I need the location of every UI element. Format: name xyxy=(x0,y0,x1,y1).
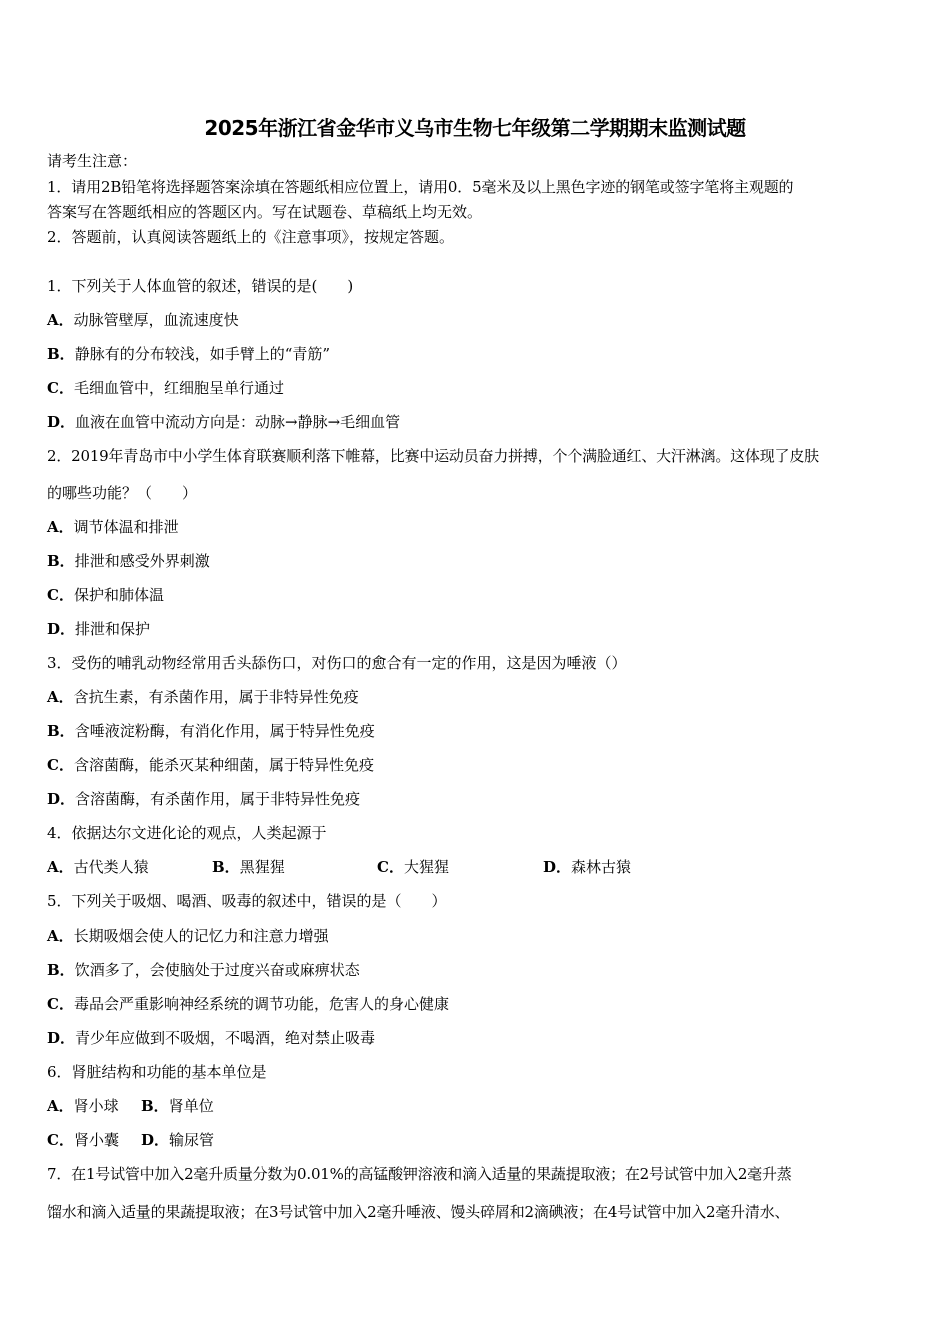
question-stem: 7．在1号试管中加入2毫升质量分数为0.01%的高锰酸钾溶液和滴入适量的果蔬提取液；在2号试管中加入2毫升蒸 xyxy=(47,1165,792,1183)
answer-option: D．排泄和保护 xyxy=(47,620,151,638)
answer-option: A．古代类人猿 xyxy=(47,858,149,876)
answer-option: C．大猩猩 xyxy=(377,858,449,876)
notice-heading: 请考生注意： xyxy=(47,152,138,170)
question-stem: 1．下列关于人体血管的叙述，错误的是( ) xyxy=(47,277,354,295)
answer-option: D．血液在血管中流动方向是：动脉→静脉→毛细血管 xyxy=(47,413,401,431)
answer-option: B．静脉有的分布较浅，如手臂上的“青筋” xyxy=(47,345,331,363)
answer-option: C．含溶菌酶，能杀灭某种细菌，属于特异性免疫 xyxy=(47,756,374,774)
notice-line: 2．答题前，认真阅读答题纸上的《注意事项》，按规定答题。 xyxy=(47,228,455,246)
question-stem: 6．肾脏结构和功能的基本单位是 xyxy=(47,1063,267,1081)
answer-option: D．含溶菌酶，有杀菌作用，属于非特异性免疫 xyxy=(47,790,361,808)
answer-option: A．含抗生素，有杀菌作用，属于非特异性免疫 xyxy=(47,688,359,706)
answer-option: A．动脉管壁厚，血流速度快 xyxy=(47,311,239,329)
question-stem: 5．下列关于吸烟、喝酒、吸毒的叙述中，错误的是（ ） xyxy=(47,892,447,910)
answer-option: D．森林古猿 xyxy=(543,858,632,876)
answer-option: A．调节体温和排泄 xyxy=(47,518,179,536)
answer-option: C．肾小囊 xyxy=(47,1131,119,1149)
notice-line: 答案写在答题纸相应的答题区内。写在试题卷、草稿纸上均无效。 xyxy=(47,203,483,221)
answer-option: D．输尿管 xyxy=(141,1131,215,1149)
question-stem: 4．依据达尔文进化论的观点，人类起源于 xyxy=(47,824,327,842)
question-stem: 2．2019年青岛市中小学生体育联赛顺利落下帷幕，比赛中运动员奋力拼搏，个个满脸通红、大汗淋漓。这体现了皮肤 xyxy=(47,447,819,465)
page-title: 2025年浙江省金华市义乌市生物七年级第二学期期末监测试题 xyxy=(204,116,746,140)
answer-option: A．长期吸烟会使人的记忆力和注意力增强 xyxy=(47,927,329,945)
answer-option: C．保护和肺体温 xyxy=(47,586,164,604)
answer-option: C．毒品会严重影响神经系统的调节功能，危害人的身心健康 xyxy=(47,995,449,1013)
answer-option: B．含唾液淀粉酶，有消化作用，属于特异性免疫 xyxy=(47,722,375,740)
answer-option: D．青少年应做到不吸烟，不喝酒，绝对禁止吸毒 xyxy=(47,1029,376,1047)
answer-option: C．毛细血管中，红细胞呈单行通过 xyxy=(47,379,284,397)
answer-option: B．黑猩猩 xyxy=(212,858,285,876)
answer-option: B．排泄和感受外界刺激 xyxy=(47,552,210,570)
question-stem: 的哪些功能？（ ） xyxy=(47,484,198,502)
answer-option: B．肾单位 xyxy=(141,1097,214,1115)
question-stem: 3．受伤的哺乳动物经常用舌头舔伤口，对伤口的愈合有一定的作用，这是因为唾液（） xyxy=(47,654,627,672)
answer-option: A．肾小球 xyxy=(47,1097,119,1115)
notice-line: 1．请用2B铅笔将选择题答案涂填在答题纸相应位置上，请用0．5毫米及以上黑色字迹的钢笔或签字笔将主观题的 xyxy=(47,178,794,196)
question-stem: 馏水和滴入适量的果蔬提取液；在3号试管中加入2毫升唾液、馒头碎屑和2滴碘液；在4号试管中加入2毫升清水、 xyxy=(47,1203,790,1221)
answer-option: B．饮酒多了，会使脑处于过度兴奋或麻痹状态 xyxy=(47,961,360,979)
